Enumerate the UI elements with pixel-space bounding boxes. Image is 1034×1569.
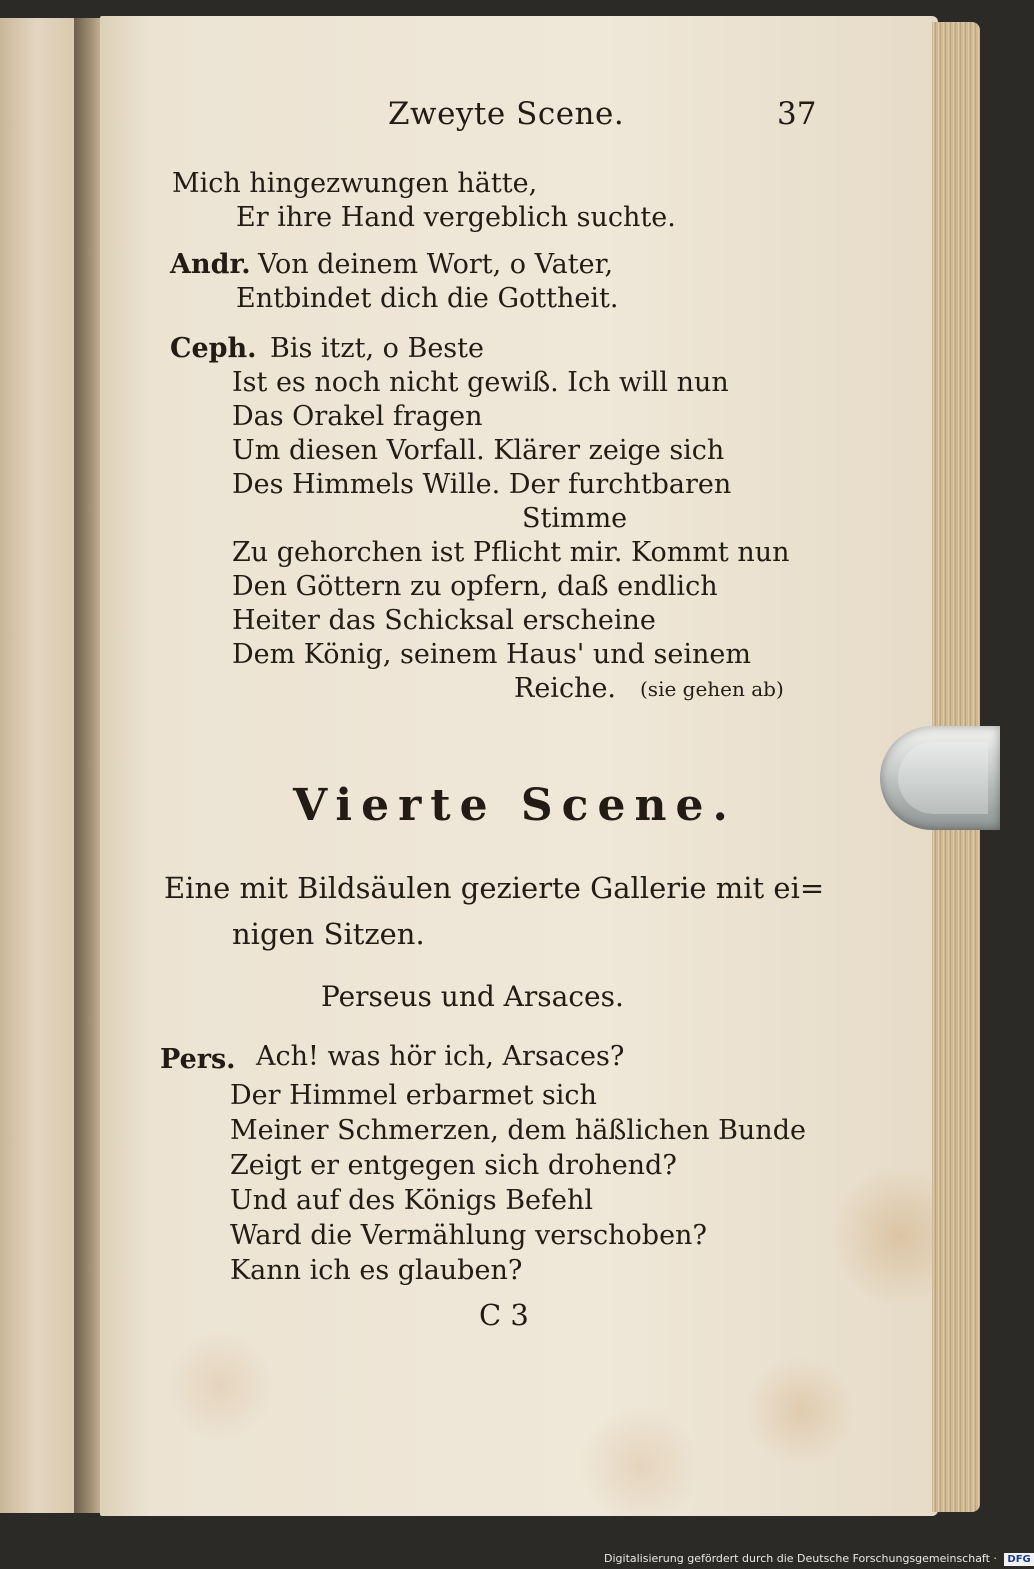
- character-list: Perseus und Arsaces.: [321, 980, 624, 1013]
- verse-line: Den Göttern zu opfern, daß endlich: [232, 571, 718, 602]
- verse-line: Um diesen Vorfall. Klärer zeige sich: [232, 435, 725, 466]
- verse-line: Von deinem Wort, o Vater,: [258, 249, 614, 280]
- verse-line: Das Orakel fragen: [232, 401, 483, 432]
- digitization-credit: [604, 1552, 1034, 1566]
- dfg-logo: DFG: [1004, 1553, 1033, 1566]
- page-clip-highlight: [898, 742, 988, 814]
- verse-line: Ward die Vermählung verschoben?: [230, 1220, 707, 1251]
- verse-line: Heiter das Schicksal erscheine: [232, 605, 656, 636]
- setting-line: Eine mit Bildsäulen gezierte Gallerie mit ei=: [164, 871, 825, 905]
- verse-line: Mich hingezwungen hätte,: [172, 168, 538, 199]
- verse-line: Ist es noch nicht gewiß. Ich will nun: [232, 367, 729, 398]
- speaker-label: Pers.: [160, 1044, 236, 1075]
- verse-line: Stimme: [522, 503, 628, 534]
- verse-line: Meiner Schmerzen, dem häßlichen Bunde: [230, 1115, 806, 1146]
- verse-line: Reiche.: [514, 673, 617, 704]
- verse-line: Dem König, seinem Haus' und seinem: [232, 639, 751, 670]
- verse-line: Er ihre Hand vergeblich suchte.: [236, 202, 676, 233]
- verse-line: Kann ich es glauben?: [230, 1255, 523, 1286]
- setting-line: nigen Sitzen.: [232, 917, 425, 951]
- verse-line: Entbindet dich die Gottheit.: [236, 283, 619, 314]
- verse-line: Der Himmel erbarmet sich: [230, 1080, 597, 1111]
- signature-mark: C 3: [479, 1298, 529, 1332]
- speaker-label: Ceph.: [170, 333, 257, 364]
- scene-title: Vierte Scene.: [293, 780, 737, 831]
- speaker-label: Andr.: [170, 249, 251, 280]
- book-page: [100, 16, 938, 1516]
- credit-text: Digitalisierung gefördert durch die Deutsche Forschungsgemeinschaft ·: [604, 1552, 997, 1565]
- verse-line: Und auf des Königs Befehl: [230, 1185, 594, 1216]
- page-number: 37: [777, 96, 817, 132]
- running-header: Zweyte Scene.: [388, 96, 625, 132]
- verse-line: Zu gehorchen ist Pflicht mir. Kommt nun: [232, 537, 790, 568]
- verse-line: Des Himmels Wille. Der furchtbaren: [232, 469, 732, 500]
- verse-line: Ach! was hör ich, Arsaces?: [256, 1041, 625, 1072]
- stage-direction-exit: (sie gehen ab): [640, 677, 784, 701]
- verse-line: Bis itzt, o Beste: [270, 333, 484, 364]
- verse-line: Zeigt er entgegen sich drohend?: [230, 1150, 677, 1181]
